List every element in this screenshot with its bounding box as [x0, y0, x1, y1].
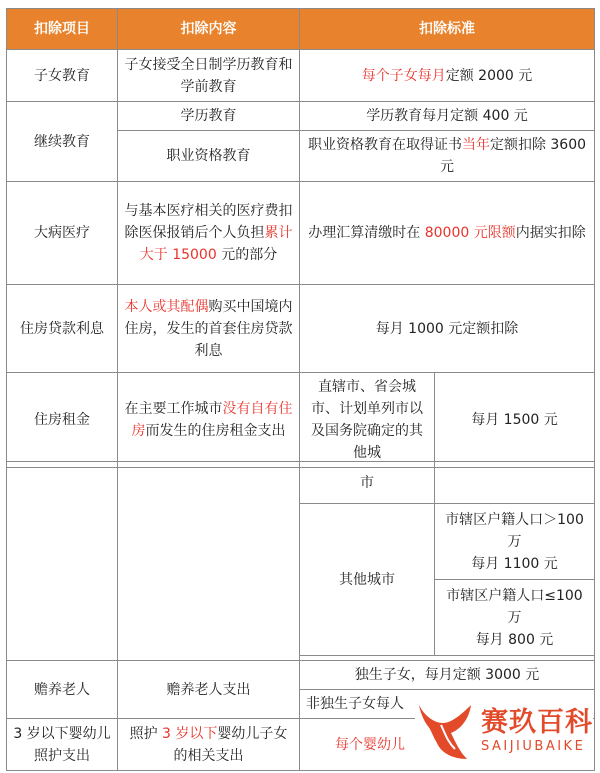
rent-city-category: 直辖市、省会城市、计划单列市以及国务院确定的其他城 — [300, 373, 435, 468]
highlight-text: 3 岁以下 — [162, 725, 218, 742]
highlight-text: 每个婴幼儿 — [335, 736, 405, 753]
highlight-text: 没有自有住房 — [131, 401, 293, 439]
logo-subtitle: SAIJIUBAIKE — [481, 739, 586, 754]
population-amount: 每月 800 元 — [475, 631, 554, 648]
highlight-text: 累计大于 15000 — [139, 225, 293, 263]
header-content: 扣除内容 — [118, 9, 300, 50]
item-children-education: 子女教育 — [7, 50, 118, 102]
standard-text: 职业资格教育在取得证书 — [307, 137, 462, 153]
standard-only-child: 独生子女，每月定额 3000 元 — [300, 661, 595, 690]
rent-other-cities: 其他城市 — [300, 504, 435, 656]
content-serious-illness — [118, 182, 300, 285]
standard-children-education — [300, 50, 595, 102]
deduction-table — [6, 8, 595, 468]
item-elderly-support: 赡养老人 — [7, 661, 118, 719]
blank-item-cell — [7, 462, 118, 661]
highlight-text: 本人或其配偶 — [124, 298, 209, 315]
content-degree-education: 学历教育 — [118, 102, 300, 131]
standard-non-only-child: 非独生子女每人 — [300, 690, 595, 719]
blank-amount-cell — [435, 462, 595, 504]
standard-text: 定额 2000 元 — [445, 67, 533, 84]
content-text: 在主要工作城市 — [124, 401, 223, 417]
content-text: 而发生的住房租金支出 — [145, 423, 286, 439]
item-infant-care: 3 岁以下婴幼儿照护支出 — [7, 719, 118, 771]
standard-degree-education: 学历教育每月定额 400 元 — [300, 102, 595, 131]
table-row — [7, 373, 595, 468]
standard-text: 办理汇算清缴时在 — [308, 225, 425, 241]
standard-mortgage-interest: 每月 1000 元定额扣除 — [300, 285, 595, 373]
content-elderly-support: 赡养老人支出 — [118, 661, 300, 719]
blank-content-cell — [118, 462, 300, 661]
standard-text: 定额扣除 3600 元 — [440, 137, 587, 175]
content-mortgage-interest — [118, 285, 300, 373]
item-continuing-education: 继续教育 — [7, 102, 118, 182]
population-condition: 市辖区户籍人口＞100 万 — [445, 511, 584, 550]
highlight-text: 每个子女每月 — [361, 67, 446, 84]
whale-tail-icon — [415, 699, 475, 763]
table-row — [7, 182, 595, 285]
highlight-text: 当年 — [461, 137, 490, 153]
standard-serious-illness — [300, 182, 595, 285]
content-children-education: 子女接受全日制学历教育和学前教育 — [118, 50, 300, 102]
table-row — [7, 102, 595, 131]
rent-population-over-1m — [435, 504, 595, 580]
content-infant-care — [118, 719, 300, 771]
rent-city-continued: 市 — [300, 462, 435, 504]
table-row — [7, 462, 595, 504]
rent-population-under-1m — [435, 580, 595, 656]
content-text: 购买中国境内住房，发生的首套住房贷款利息 — [124, 298, 293, 359]
logo-title: 赛玖百科 — [481, 707, 593, 738]
item-serious-illness: 大病医疗 — [7, 182, 118, 285]
standard-text: 内据实扣除 — [515, 225, 586, 241]
standard-vocational-education — [300, 131, 595, 182]
table-row — [7, 285, 595, 373]
item-mortgage-interest: 住房贷款利息 — [7, 285, 118, 373]
item-housing-rent: 住房租金 — [7, 373, 118, 468]
content-text: 元的部分 — [216, 247, 278, 263]
population-condition: 市辖区户籍人口≤100 万 — [446, 587, 583, 626]
watermark-logo — [415, 693, 593, 769]
table-row — [7, 661, 595, 690]
header-item: 扣除项目 — [7, 9, 118, 50]
content-housing-rent — [118, 373, 300, 468]
content-text: 与基本医疗相关的医疗费扣除医保报销后个人负担 — [124, 203, 293, 241]
highlight-text: 80000 元限额 — [424, 225, 516, 241]
content-text: 婴幼儿子女的相关支出 — [173, 725, 288, 764]
rent-city-amount: 每月 1500 元 — [435, 373, 595, 468]
table-header-row — [7, 9, 595, 50]
table-row — [7, 50, 595, 102]
content-vocational-education: 职业资格教育 — [118, 131, 300, 182]
population-amount: 每月 1100 元 — [471, 555, 558, 572]
header-standard: 扣除标准 — [300, 9, 595, 50]
content-text: 照护 — [129, 725, 163, 742]
